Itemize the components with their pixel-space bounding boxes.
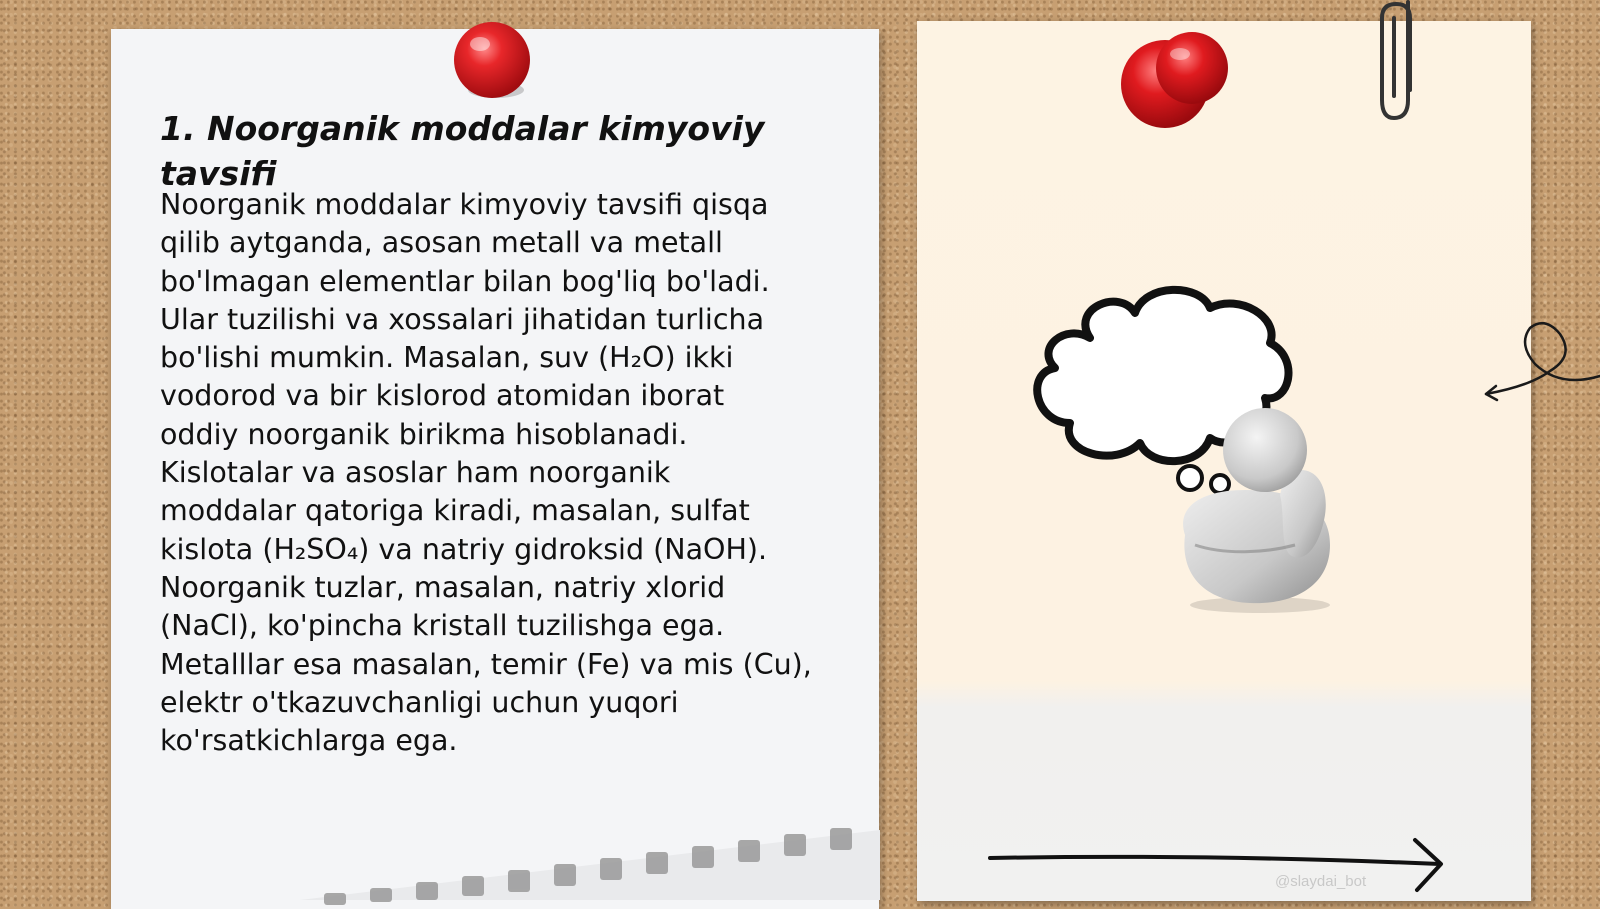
slide-title: 1. Noorganik moddalar kimyoviy tavsifi bbox=[160, 109, 765, 193]
watermark-text: @slaydai_bot bbox=[1275, 873, 1367, 890]
body-paragraph: Noorganik moddalar kimyoviy tavsifi qisqa qilib aytganda, asosan metall va metall bo'lmagan elementlar bilan bog'liq bo'ladi. Ular tuzilishi va xossalari jihatidan turlicha bo'lishi mumkin. Masalan, suv (H₂O) ikki vodorod va bir kislorod atomidan iborat oddiy noorganik birikma hisoblanadi. Kislotalar va asoslar ham noorganik moddalar qatoriga kiradi, masalan, sulfat kislota (H₂SO₄) va natriy gidroksid (NaOH). Noorganik tuzlar, masalan, natriy xlorid (NaCl), ko'pincha kristall tuzilishga ega. Metalllar esa masalan, temir (Fe) va mis (Cu), elektr o'tkazuvchanligi uchun yuqori ko'rsatkichlarga ega. bbox=[160, 188, 812, 758]
torn-spiral-edge bbox=[300, 800, 880, 900]
pushpin-icon bbox=[452, 20, 536, 104]
thinking-person-icon bbox=[1165, 405, 1355, 615]
curl-arrow-icon bbox=[1480, 316, 1600, 406]
paperclip-icon bbox=[1378, 0, 1428, 125]
arrow-right-icon bbox=[985, 838, 1450, 894]
pushpin-icon bbox=[1120, 32, 1240, 132]
